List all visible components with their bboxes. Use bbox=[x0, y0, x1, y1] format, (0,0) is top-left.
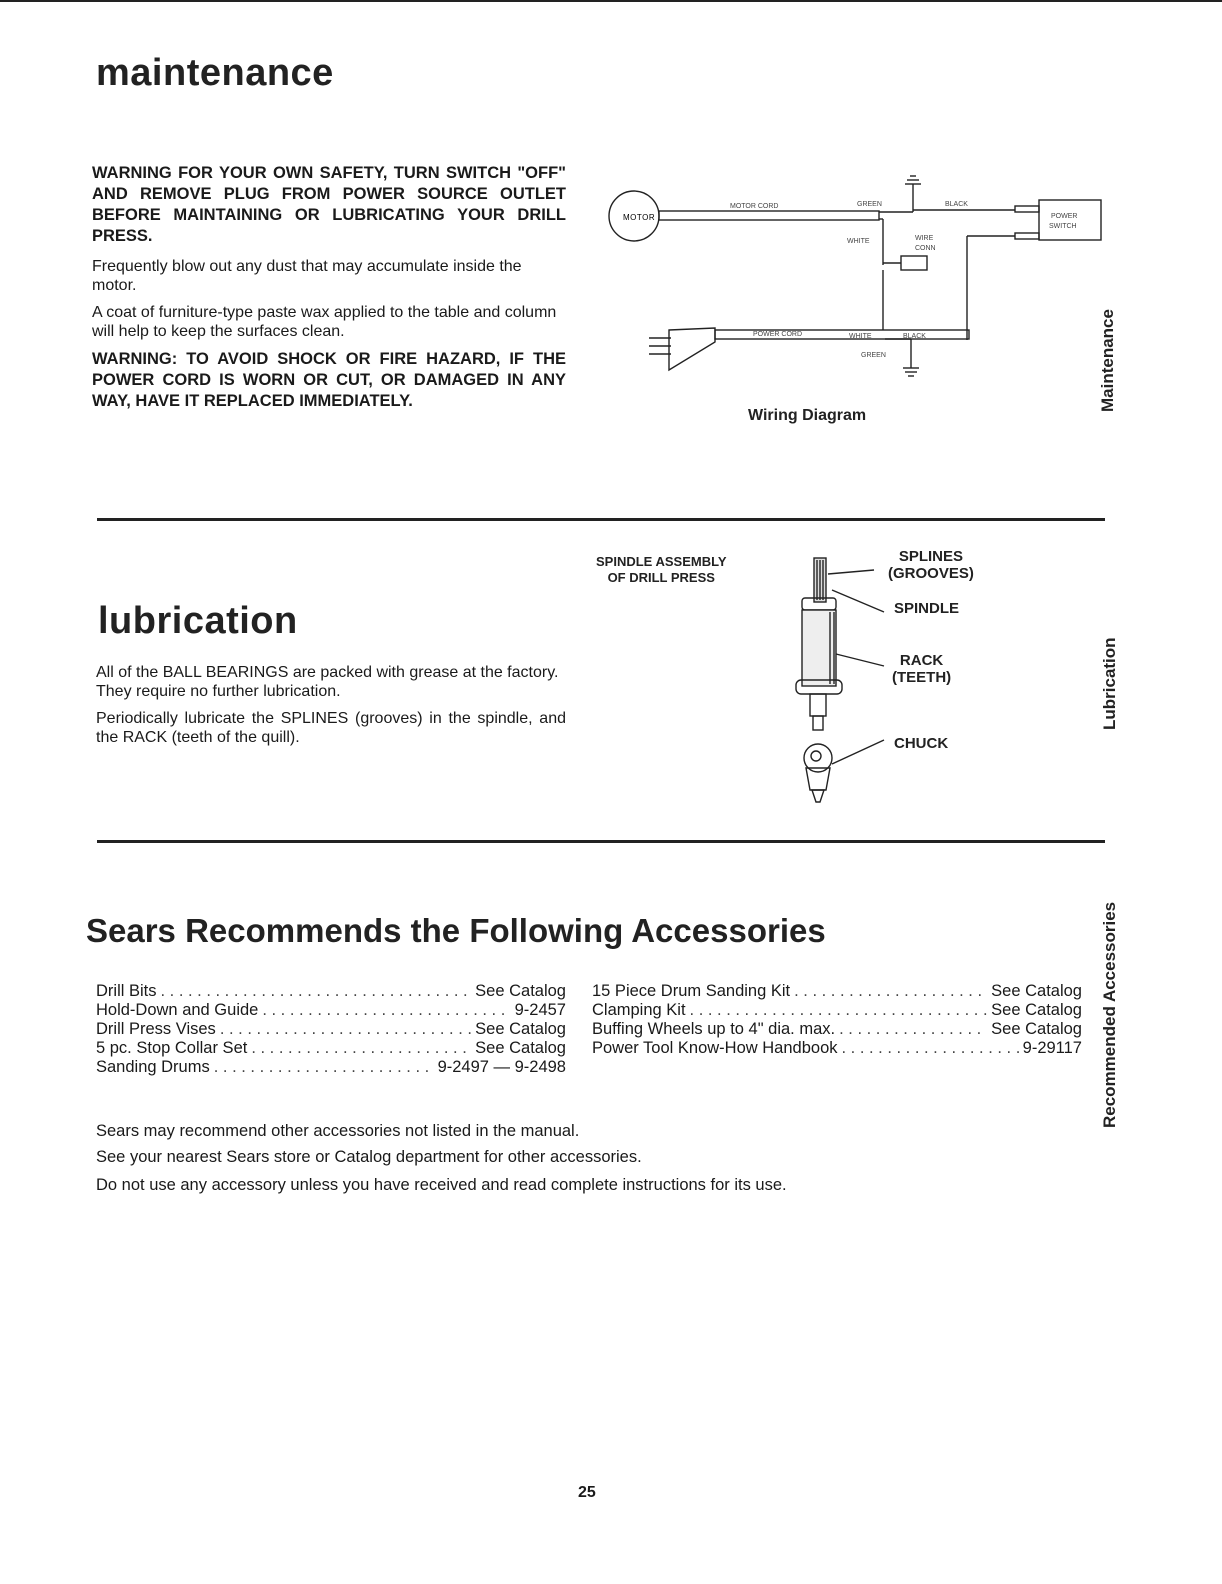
power-switch-label-2: SWITCH bbox=[1049, 223, 1077, 230]
lubrication-paragraph-bearings: All of the BALL BEARINGS are packed with grease at the factory. They require no further lubrication. bbox=[96, 664, 559, 700]
spindle-diagram bbox=[780, 550, 900, 820]
spindle-assembly-line2: OF DRILL PRESS bbox=[607, 570, 715, 585]
accessory-ref: See Catalog bbox=[475, 1020, 566, 1038]
accessory-name: 5 pc. Stop Collar Set bbox=[96, 1039, 248, 1057]
splines-label-line1: SPLINES bbox=[898, 548, 964, 565]
green-top-label: GREEN bbox=[857, 201, 882, 208]
accessory-row bbox=[96, 1020, 566, 1039]
accessory-row bbox=[96, 982, 566, 1001]
accessory-ref: See Catalog bbox=[475, 982, 566, 1000]
page-number: 25 bbox=[578, 1484, 596, 1501]
power-switch-box bbox=[1039, 200, 1101, 240]
accessory-name: 15 Piece Drum Sanding Kit bbox=[592, 982, 791, 1000]
lubrication-paragraph-splines: Periodically lubricate the SPLINES (grooves) in the spindle, and the RACK (teeth of the quill). bbox=[96, 710, 566, 746]
power-cord-label: POWER CORD bbox=[753, 331, 802, 338]
motor-cord-label: MOTOR CORD bbox=[730, 203, 779, 210]
accessory-name: Drill Bits bbox=[96, 982, 157, 1000]
rack-label bbox=[892, 652, 951, 686]
accessory-ref: See Catalog bbox=[475, 1039, 566, 1057]
accessory-row bbox=[96, 1001, 566, 1020]
motor-cord-shape bbox=[659, 211, 879, 220]
accessory-ref: 9-2457 bbox=[514, 1001, 566, 1019]
accessory-row bbox=[592, 1020, 1082, 1039]
section-divider-1 bbox=[97, 518, 1105, 521]
accessory-ref: See Catalog bbox=[991, 982, 1082, 1000]
accessory-ref: 9-29117 bbox=[1022, 1039, 1082, 1057]
wire-conn-label-1: WIRE bbox=[915, 235, 934, 242]
accessory-ref: See Catalog bbox=[991, 1001, 1082, 1019]
top-border bbox=[0, 0, 1222, 2]
accessories-note-other: Sears may recommend other accessories not listed in the manual. bbox=[96, 1122, 580, 1140]
lubrication-text-column bbox=[96, 663, 566, 747]
accessory-ref: 9-2497 — 9-2498 bbox=[437, 1058, 566, 1076]
accessory-name: Clamping Kit bbox=[592, 1001, 686, 1019]
green-bottom-label: GREEN bbox=[861, 352, 886, 359]
power-switch-label-1: POWER bbox=[1051, 213, 1078, 220]
black-bottom-label: BLACK bbox=[903, 333, 926, 340]
accessories-side-label: Recommended Accessories bbox=[1100, 901, 1119, 1128]
splines-label-line2: (GROOVES) bbox=[888, 565, 974, 582]
accessory-name: Hold-Down and Guide bbox=[96, 1001, 259, 1019]
accessory-row bbox=[592, 982, 1082, 1001]
maintenance-warning-safety: WARNING FOR YOUR OWN SAFETY, TURN SWITCH "OFF" AND REMOVE PLUG FROM POWER SOURCE OUTLET BEFORE MAINTAINING OR LUBRICATING YOUR DRILL PRESS. bbox=[92, 164, 566, 245]
wire-conn-label-2: CONN bbox=[915, 245, 936, 252]
maintenance-warning-shock: WARNING: TO AVOID SHOCK OR FIRE HAZARD, IF THE POWER CORD IS WORN OR CUT, OR DAMAGED IN ANY WAY, HAVE IT REPLACED IMMEDIATELY. bbox=[92, 350, 566, 410]
rack-label-line2: (TEETH) bbox=[892, 669, 952, 686]
white-top-label: WHITE bbox=[847, 238, 870, 245]
accessory-name: Power Tool Know-How Handbook bbox=[592, 1039, 838, 1057]
black-top-label: BLACK bbox=[945, 201, 968, 208]
accessory-name: Sanding Drums bbox=[96, 1058, 210, 1076]
wiring-diagram bbox=[605, 170, 1105, 390]
splines-label bbox=[888, 548, 974, 582]
accessory-row bbox=[96, 1039, 566, 1058]
chuck-label: CHUCK bbox=[894, 735, 949, 752]
maintenance-title: maintenance bbox=[96, 52, 334, 94]
white-bottom-label: WHITE bbox=[849, 333, 872, 340]
accessories-note-instructions: Do not use any accessory unless you have received and read complete instructions for its use. bbox=[96, 1176, 787, 1194]
lubrication-side-label: Lubrication bbox=[1100, 637, 1119, 730]
maintenance-paragraph-wax: A coat of furniture-type paste wax applied to the table and column will help to keep the surfaces clean. bbox=[92, 304, 557, 340]
wire-connector bbox=[901, 256, 927, 270]
accessory-row bbox=[96, 1058, 566, 1077]
accessories-list-left bbox=[96, 982, 566, 1077]
plug-shape bbox=[669, 328, 715, 370]
lubrication-title: lubrication bbox=[98, 600, 298, 642]
accessories-note-store: See your nearest Sears store or Catalog department for other accessories. bbox=[96, 1148, 642, 1166]
accessory-row bbox=[592, 1039, 1082, 1058]
accessories-list-right bbox=[592, 982, 1082, 1058]
accessory-name: Buffing Wheels up to 4" dia. max. bbox=[592, 1020, 836, 1038]
spindle-assembly-line1: SPINDLE ASSEMBLY bbox=[596, 554, 727, 569]
accessory-name: Drill Press Vises bbox=[96, 1020, 216, 1038]
rack-label-line1: RACK bbox=[899, 652, 944, 669]
motor-label: MOTOR bbox=[623, 213, 656, 222]
wiring-diagram-caption: Wiring Diagram bbox=[748, 407, 867, 424]
accessory-row bbox=[592, 1001, 1082, 1020]
maintenance-text-column bbox=[92, 163, 566, 412]
maintenance-side-label: Maintenance bbox=[1098, 309, 1117, 412]
accessories-title: Sears Recommends the Following Accessories bbox=[86, 912, 826, 949]
section-divider-2 bbox=[97, 840, 1105, 843]
spindle-label: SPINDLE bbox=[894, 600, 960, 617]
maintenance-paragraph-dust: Frequently blow out any dust that may accumulate inside the motor. bbox=[92, 258, 522, 294]
spindle-assembly-label bbox=[596, 554, 727, 586]
accessory-ref: See Catalog bbox=[991, 1020, 1082, 1038]
